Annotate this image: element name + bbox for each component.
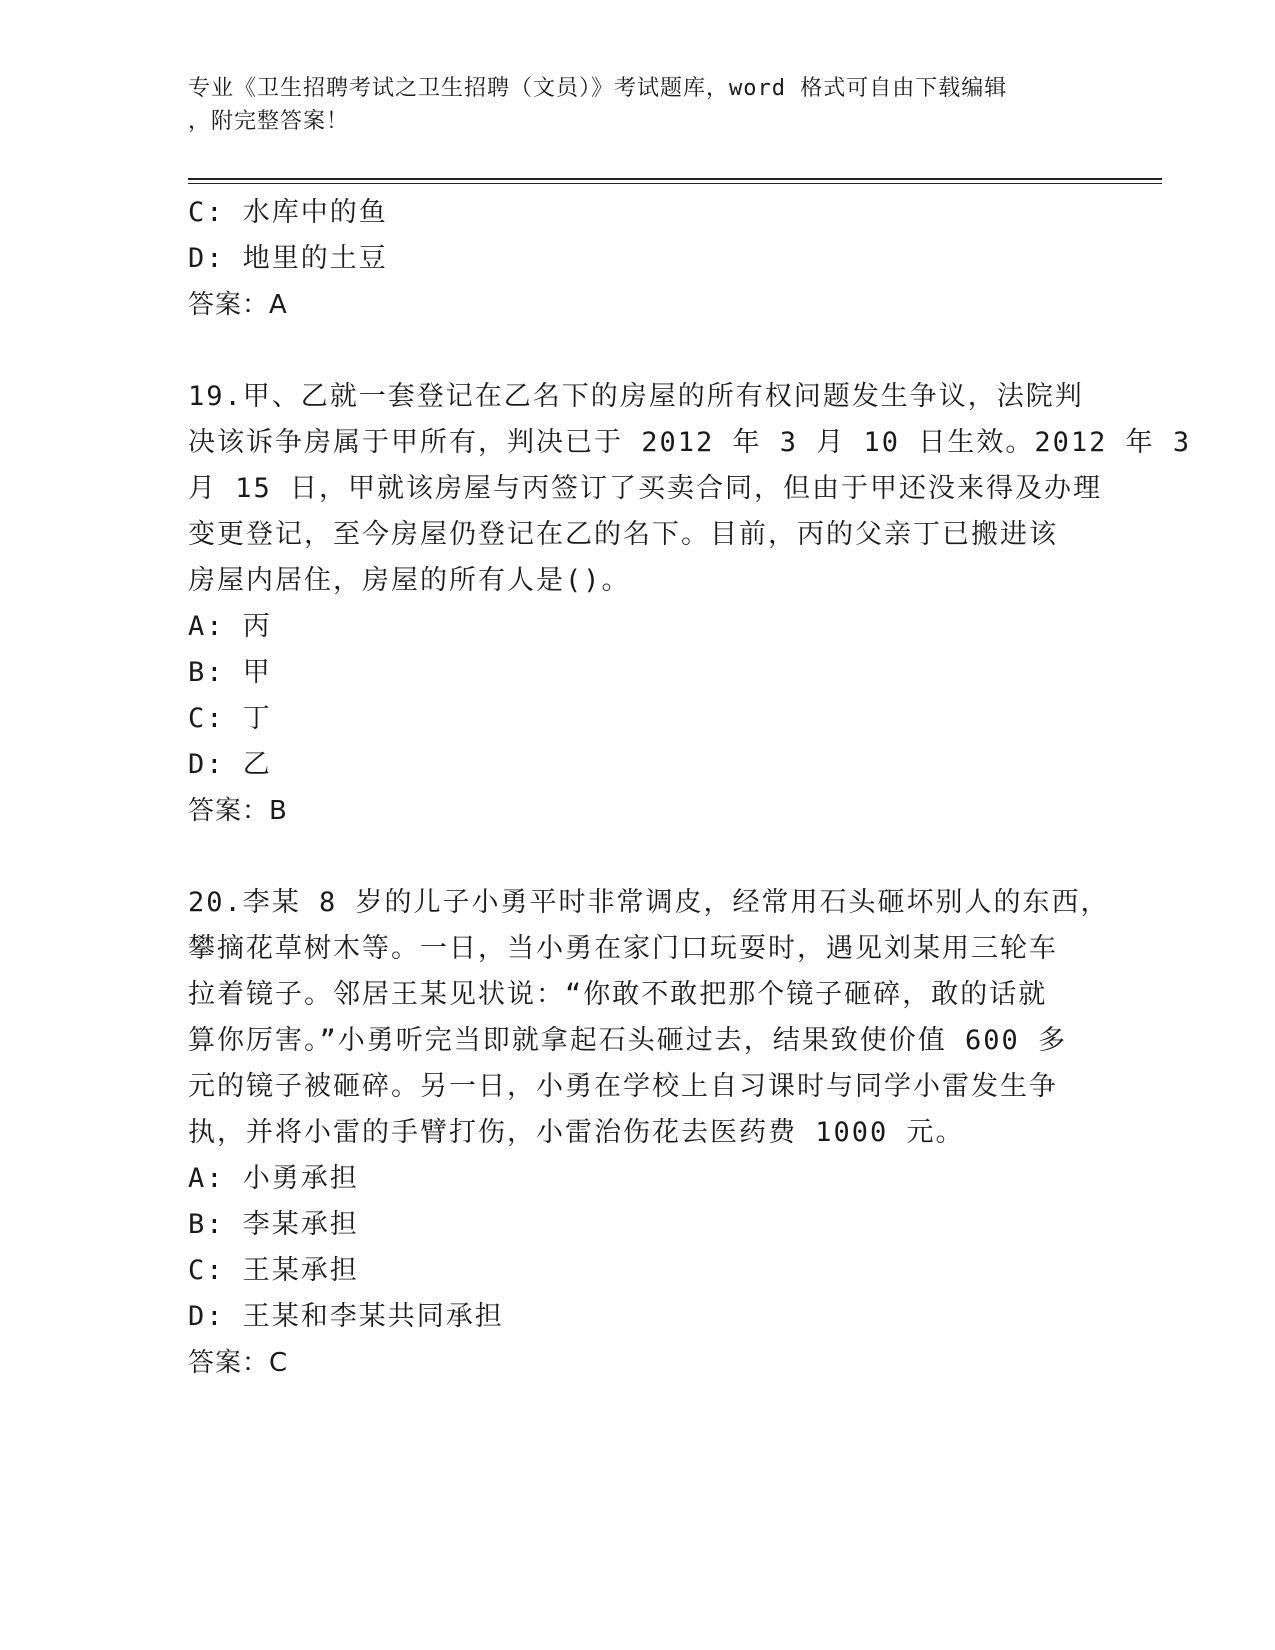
question-19 bbox=[188, 374, 1192, 834]
question-stem-line: 算你厉害。”小勇听完当即就拿起石头砸过去，结果致使价值 600 多 bbox=[188, 1025, 1068, 1056]
option-b: B: 李某承担 bbox=[188, 1209, 359, 1240]
header-line-1: 专业《卫生招聘考试之卫生招聘（文员）》考试题库，word 格式可自由下载编辑 bbox=[188, 76, 1008, 101]
option-a: A: 小勇承担 bbox=[188, 1163, 359, 1194]
question-stem-line: 决该诉争房属于甲所有，判决已于 2012 年 3 月 10 日生效。2012 年 3 bbox=[188, 427, 1192, 458]
question-stem-line: 元的镜子被砸碎。另一日，小勇在学校上自习课时与同学小雷发生争 bbox=[188, 1071, 1058, 1102]
option-c: C: 水库中的鱼 bbox=[188, 197, 388, 228]
document-body bbox=[188, 190, 1192, 1386]
spacer bbox=[188, 834, 1078, 880]
option-d: D: 乙 bbox=[188, 749, 272, 780]
option-a: A: 丙 bbox=[188, 611, 272, 642]
question-20 bbox=[188, 880, 1110, 1386]
answer-line: 答案：A bbox=[188, 290, 288, 320]
question-stem-line: 房屋内居住，房屋的所有人是()。 bbox=[188, 565, 631, 596]
question-stem-line: 变更登记，至今房屋仍登记在乙的名下。目前，丙的父亲丁已搬进该 bbox=[188, 519, 1058, 550]
spacer bbox=[188, 328, 1078, 374]
option-c: C: 丁 bbox=[188, 703, 272, 734]
option-b: B: 甲 bbox=[188, 657, 272, 688]
question-stem-line: 20.李某 8 岁的儿子小勇平时非常调皮，经常用石头砸坏别人的东西， bbox=[188, 887, 1110, 918]
document-header bbox=[188, 72, 1088, 138]
option-d: D: 地里的土豆 bbox=[188, 243, 388, 274]
question-stem-line: 19.甲、乙就一套登记在乙名下的房屋的所有权问题发生争议，法院判 bbox=[188, 381, 1084, 412]
header-divider-thin bbox=[188, 183, 1162, 184]
option-d: D: 王某和李某共同承担 bbox=[188, 1301, 504, 1332]
header-divider-thick bbox=[188, 178, 1162, 180]
question-stem-line: 月 15 日，甲就该房屋与丙签订了买卖合同，但由于甲还没来得及办理 bbox=[188, 473, 1103, 504]
question-18-tail bbox=[188, 190, 1078, 328]
answer-line: 答案：B bbox=[188, 796, 288, 826]
question-stem-line: 攀摘花草树木等。一日，当小勇在家门口玩耍时，遇见刘某用三轮车 bbox=[188, 933, 1058, 964]
answer-line: 答案：C bbox=[188, 1348, 289, 1378]
option-c: C: 王某承担 bbox=[188, 1255, 359, 1286]
question-stem-line: 执，并将小雷的手臂打伤，小雷治伤花去医药费 1000 元。 bbox=[188, 1117, 965, 1148]
question-stem-line: 拉着镜子。邻居王某见状说：“你敢不敢把那个镜子砸碎，敢的话就 bbox=[188, 979, 1048, 1010]
header-line-2: ，附完整答案！ bbox=[188, 109, 350, 134]
